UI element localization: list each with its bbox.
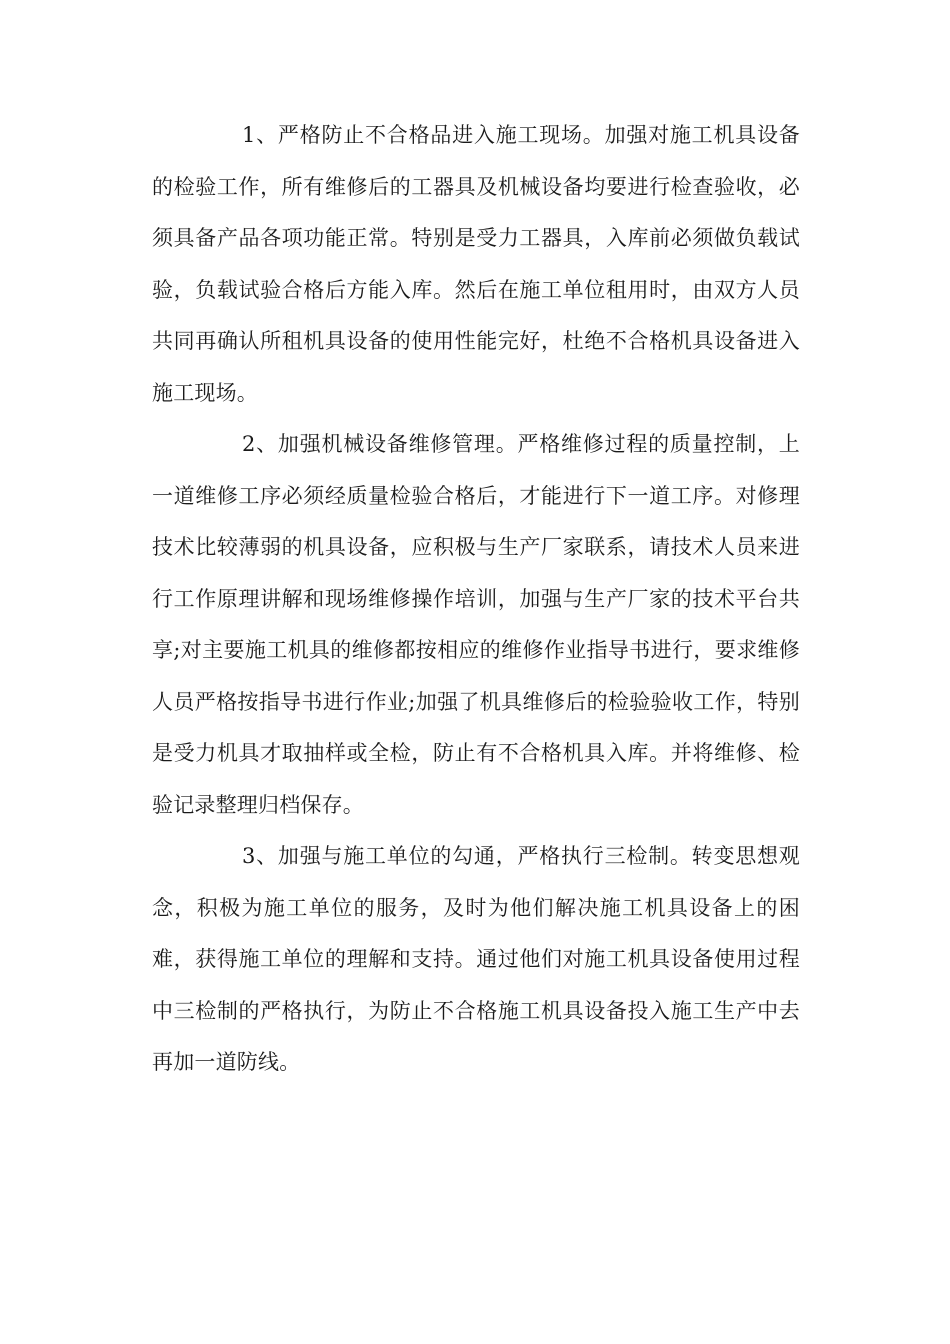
document-body	[152, 110, 800, 1089]
paragraph-3: 3、加强与施工单位的勾通，严格执行三检制。转变思想观念，积极为施工单位的服务，及时为他们解决施工机具设备上的困难，获得施工单位的理解和支持。通过他们对施工机具设备使用过程中三检制的严格执行，为防止不合格施工机具设备投入施工生产中去再加一道防线。	[152, 844, 800, 1074]
paragraph-1: 1、严格防止不合格品进入施工现场。加强对施工机具设备的检验工作，所有维修后的工器具及机械设备均要进行检查验收，必须具备产品各项功能正常。特别是受力工器具，入库前必须做负载试验，负载试验合格后方能入库。然后在施工单位租用时，由双方人员共同再确认所租机具设备的使用性能完好，杜绝不合格机具设备进入施工现场。	[152, 123, 800, 405]
paragraph-2: 2、加强机械设备维修管理。严格维修过程的质量控制，上一道维修工序必须经质量检验合格后，才能进行下一道工序。对修理技术比较薄弱的机具设备，应积极与生产厂家联系，请技术人员来进行工作原理讲解和现场维修操作培训，加强与生产厂家的技术平台共享;对主要施工机具的维修都按相应的维修作业指导书进行，要求维修人员严格按指导书进行作业;加强了机具维修后的检验验收工作，特别是受力机具才取抽样或全检，防止有不合格机具入库。并将维修、检验记录整理归档保存。	[152, 432, 800, 817]
